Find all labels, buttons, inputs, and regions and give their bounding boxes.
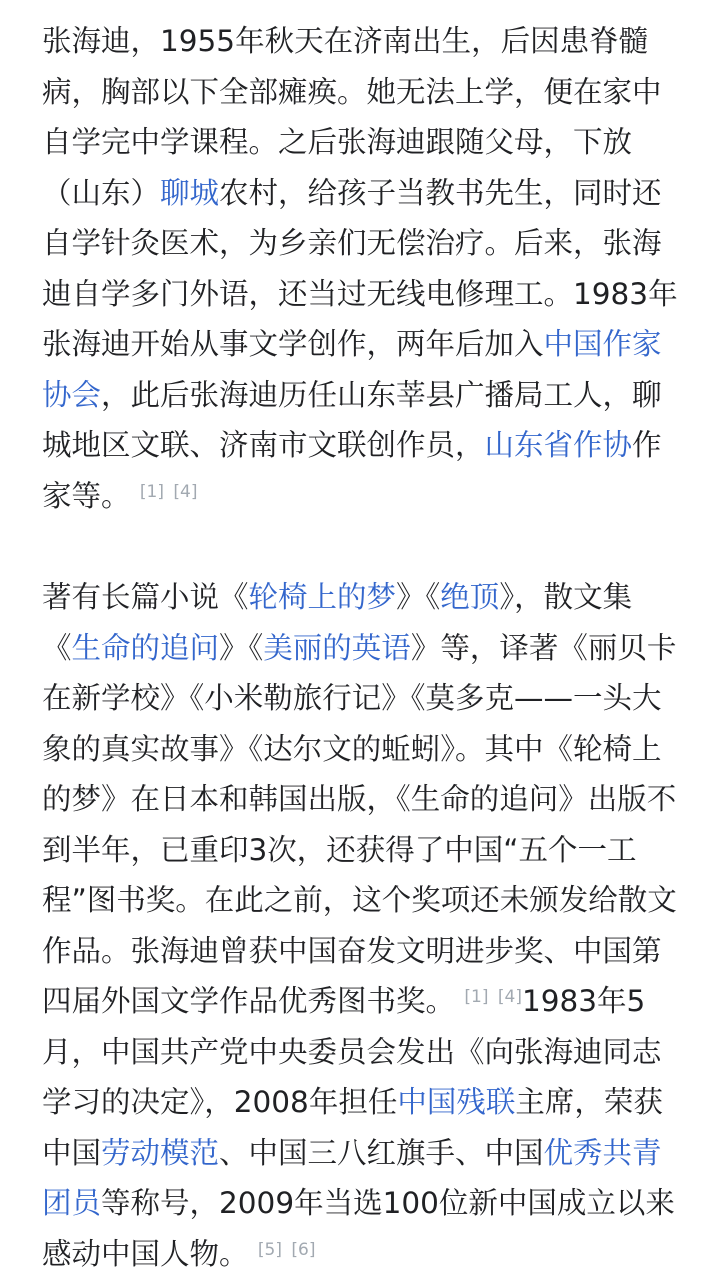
reference-link[interactable]: [6] xyxy=(291,1239,316,1260)
text-run xyxy=(164,479,173,513)
text-run: 等称号，2009年当选100位新中国成立以来感动中国人物。 xyxy=(42,1186,675,1271)
paragraph-works xyxy=(42,572,682,1279)
link-model-worker[interactable]: 劳动模范 xyxy=(101,1135,220,1170)
link-shandong-writers-association[interactable]: 山东省作协 xyxy=(484,428,633,462)
text-run: 著有长篇小说《 xyxy=(42,580,249,614)
text-run: 》，散文集《 xyxy=(42,580,633,665)
paragraph-gap xyxy=(42,521,682,572)
text-run: 作家等。 xyxy=(42,428,662,513)
link-questioning-life[interactable]: 生命的追问 xyxy=(71,630,220,665)
text-run: 》《 xyxy=(396,580,441,614)
reference-link[interactable]: [4] xyxy=(497,987,522,1007)
text-run: 》《 xyxy=(219,630,264,665)
text-run: 》等，译著《丽贝卡在新学校》《小米勒旅行记》《莫多克——一头大象的真实故事》《达尔文的蚯蚓》。其中《轮椅上的梦》在日本和韩国出版，《生命的追问》出版不到半年，已重印3次，还获得了中国“五个一工程”图书奖。在此之前，这个奖项还未颁发给散文作品。张海迪曾获中国奋发文明进步奖、中国第四届外国文学作品优秀图书奖。 xyxy=(42,630,677,1018)
link-china-writers-association[interactable]: 中国作家协会 xyxy=(42,327,662,412)
text-run: 农村，给孩子当教书先生，同时还自学针灸医术，为乡亲们无偿治疗。后来，张海迪自学多门外语，还当过无线电修理工。1983年张海迪开始从事文学创作，两年后加入 xyxy=(42,175,678,361)
reference-link[interactable]: [1] xyxy=(139,481,164,502)
text-run xyxy=(489,984,498,1018)
text-run: 、中国三八红旗手、中国 xyxy=(219,1135,544,1170)
paragraph-biography xyxy=(42,16,682,521)
text-run: ，此后张海迪历任山东莘县广播局工人，聊城地区文联、济南市文联创作员， xyxy=(42,377,662,462)
link-china-disabled-persons-federation[interactable]: 中国残联 xyxy=(397,1085,516,1119)
reference-link[interactable]: [4] xyxy=(173,481,198,502)
text-run: 张海迪，1955年秋天在济南出生，后因患脊髓病，胸部以下全部瘫痪。她无法上学，便在家中自学完中学课程。之后张海迪跟随父母，下放（山东） xyxy=(42,24,662,210)
link-liaocheng[interactable]: 聊城 xyxy=(160,175,220,210)
link-beautiful-english[interactable]: 美丽的英语 xyxy=(263,630,411,665)
text-run: 1983年5月，中国共产党中央委员会发出《向张海迪同志学习的决定》，2008年担任 xyxy=(42,984,662,1119)
article-body xyxy=(42,16,682,1279)
link-outstanding-league-member[interactable]: 优秀共青团员 xyxy=(42,1135,662,1220)
reference-link[interactable]: [5] xyxy=(257,1239,282,1260)
link-dream-on-wheelchair[interactable]: 轮椅上的梦 xyxy=(248,580,397,614)
reference-link[interactable]: [1] xyxy=(464,987,489,1007)
text-run: 主席，荣获中国 xyxy=(42,1085,663,1170)
link-jueding[interactable]: 绝顶 xyxy=(440,580,500,614)
